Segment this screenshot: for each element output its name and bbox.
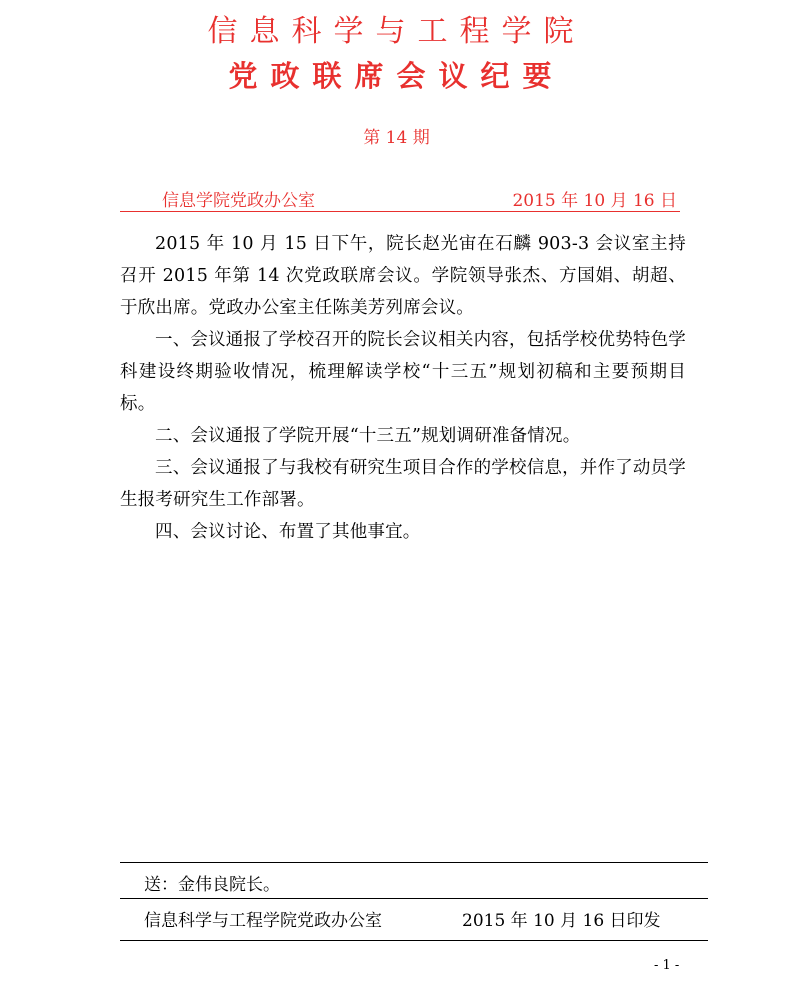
red-divider — [120, 211, 680, 212]
page-number: - 1 - — [654, 958, 680, 973]
footer-issuer: 信息科学与工程学院党政办公室 — [144, 911, 382, 931]
footer-issue-date: 2015 年 10 月 16 日印发 — [462, 911, 661, 931]
issue-date: 2015 年 10 月 16 日 — [512, 191, 677, 211]
organization-title: 信息科学与工程学院 — [207, 14, 586, 49]
paragraph-item-3: 三、会议通报了与我校有研究生项目合作的学校信息，并作了动员学生报考研究生工作部署。 — [120, 458, 686, 510]
paragraph-item-4: 四、会议讨论、布置了其他事宜。 — [155, 522, 421, 542]
footer-divider-bottom — [120, 940, 708, 941]
cc-recipients: 送：金伟良院长。 — [144, 875, 280, 895]
paragraph-intro: 2015 年 10 月 15 日下午，院长赵光宙在石麟 903-3 会议室主持召开 2015 年第 14 次党政联席会议。学院领导张杰、方国娟、胡超、于欣出席。党政办公室主任陈美芳列席会议。 — [120, 234, 686, 318]
issuer-office: 信息学院党政办公室 — [162, 191, 315, 211]
paragraph-item-2: 二、会议通报了学院开展“十三五”规划调研准备情况。 — [155, 426, 581, 446]
minutes-body — [120, 228, 686, 548]
footer-divider-top — [120, 862, 708, 863]
issue-number: 第 14 期 — [363, 128, 430, 148]
paragraph-item-1: 一、会议通报了学校召开的院长会议相关内容，包括学校优势特色学科建设终期验收情况，梳理解读学校“十三五”规划初稿和主要预期目标。 — [120, 330, 686, 414]
footer-divider-middle — [120, 898, 708, 899]
document-type-title: 党政联席会议纪要 — [228, 59, 565, 93]
